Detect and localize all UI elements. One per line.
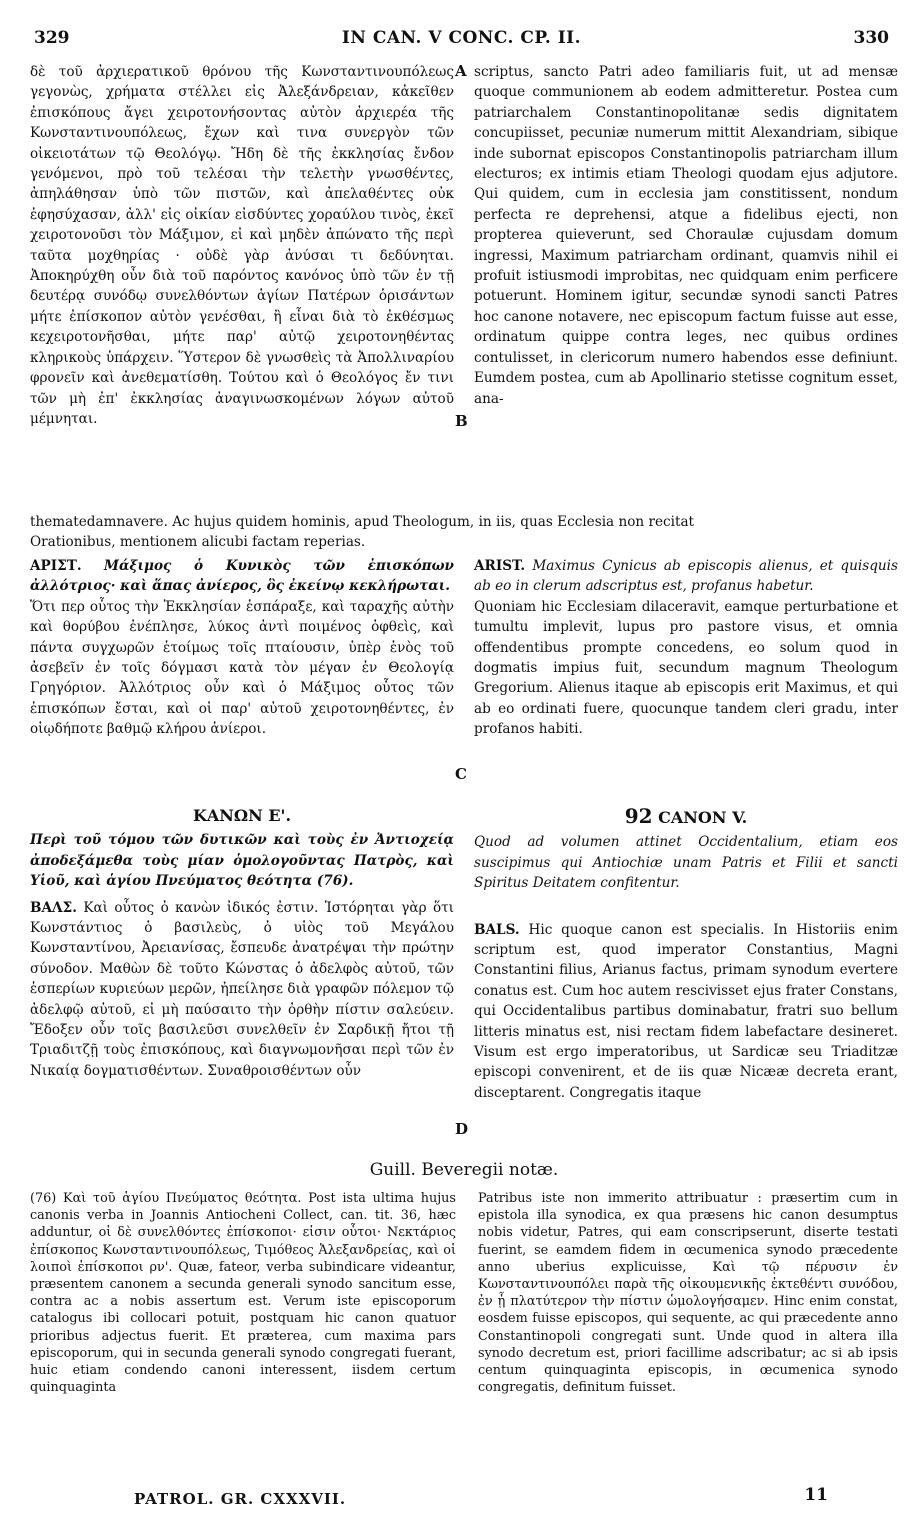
footer-signature: 11 bbox=[804, 1485, 828, 1505]
latin-canon-section bbox=[474, 800, 898, 1103]
greek-arist-label: ΑΡΙΣΤ. bbox=[30, 558, 82, 574]
latin-canon-title-line bbox=[474, 806, 898, 828]
latin-canon-heading: Quod ad volumen attinet Occidentalium, etiam eos suscipimus qui Antiochiæ unam Patris et Filii et sancti Spiritus Deitatem confitentur. bbox=[474, 834, 898, 892]
latin-arist-section bbox=[474, 556, 898, 740]
latin-bals-body: Hic quoque canon est specialis. In Historiis enim scriptum est, quod imperator Constantius, Magni Constantini filius, Arianus factus, primam synodum evertere conatus est. Cum hoc autem rescivisset ejus frater Constans, qui Occidentalibus partibus dominabatur, fratri suo bellum litteris minatus est, nisi rectam fidem labefactare desineret. Visum est ergo imperatoribus, ut Sardicæ seu Triaditzæ episcopi convenirent, et de iis quæ Nicææ decreta erant, disceptarent. Congregatis itaque bbox=[474, 921, 898, 1101]
full-width-text bbox=[30, 512, 898, 553]
margin-mark-c: C bbox=[455, 765, 467, 783]
latin-bals-label: BALS. bbox=[474, 921, 520, 938]
greek-canon-title: ΚΑΝΩΝ Ε'. bbox=[192, 806, 292, 825]
greek-bals-label: ΒΑΛΣ. bbox=[30, 899, 77, 916]
notes-title: Guill. Beveregii notæ. bbox=[369, 1160, 559, 1180]
greek-bals-body: Καὶ οὗτος ὁ κανὼν ἰδικός ἐστιν. Ἱστόρηται γὰρ ὅτι Κωνστάντιος ὁ βασιλεὺς, ὁ υἱὸς τοῦ Μεγάλου Κωνσταντίνου, Ἀρειανίσας, ἔσπευδε ἀνατρέψαι τὴν πρώτην σύνοδον. Μαθὼν δὲ τοῦτο Κώνστας ὁ ἀδελφὸς αὐτοῦ, τῶν ἑσπερίων κυριεύων μερῶν, ἠπείλησε διὰ γραφῶν πόλεμον τῷ ἀδελφῷ αὐτοῦ, εἰ μὴ παύσαιτο τὴν ὀρθὴν πίστιν σαλεύειν. Ἔδοξεν οὖν τοῖς βασιλεῦσι συνελθεῖν ἐν Σαρδικῇ ἤτοι τῇ Τριαδιτζῇ τοὺς ἐπισκόπους, καὶ διαγνωμονῆσαι περὶ τῶν ἐν Νικαίᾳ δογματισθέντων. Συναθροισθέντων οὖν bbox=[30, 899, 455, 1079]
margin-mark-d: D bbox=[455, 1120, 469, 1138]
full-width-line-1: thematedamnavere. Ac hujus quidem hominis, apud Theologum, in iis, quas Ecclesia non recitat bbox=[30, 514, 695, 530]
running-header bbox=[34, 28, 889, 50]
right-page-number: 330 bbox=[853, 28, 889, 48]
latin-paragraph-top: scriptus, sancto Patri adeo familiaris fuit, ut ad mensæ quoque communionem ab eodem admitteretur. Postea cum patriarchalem Constantinopolitanæ sedis dignitatem concupiisset, pecuniæ numerum mittit Alexandriam, sibique inde subornat episcopos Constantinopolis patriarcham illum electuros; ex intimis etiam Theologi quodam ejus adjutore. Qui quidem, cum in ecclesia jam constitissent, nondum perfecta re deprehensi, atque a fidelibus ejecti, non propterea quieverunt, sed Choraulæ cujusdam domum ingressi, Maximum patriarcham ordinant, quamvis nihil ei profuit istiusmodi improbitas, nec quidquam enim perficere potuerunt. Hominem igitur, secundæ synodi sancti Patres hoc canone notavere, nec episcopum factum fuisse aut esse, ordinatum quippe contra leges, nec quibus ordines contulisset, in clericorum numero habendos esse definiunt. Eumdem postea, cum ab Apollinario stetisse cognitum esset, ana- bbox=[474, 64, 898, 407]
margin-mark-a: A bbox=[455, 62, 467, 80]
note-right-column: Patribus iste non immerito attribuatur : præsertim cum in epistola illa synodica, ex qua præsens hic canon desumptus nobis videtur, Patres, qui eam conscripserunt, diserte testati fuerint, se eamdem fidem in œcumenica synodo præcedente anno uberius explicuisse, Καὶ τῷ πέρυσιν ἐν Κωνσταντινουπόλει παρὰ τῆς οἰκουμενικῆς ἐκτεθέντι συνόδου, ἐν ᾗ πλατύτερον τὴν πίστιν ὡμολογήσαμεν. Hinc enim constat, eosdem fuisse episcopos, qui sequente, ac qui præcedente anno Constantinopoli congregati sunt. Unde quod in altera illa synodo decretum est, priori facillime adscribatur; ac si ab ipsis centum quinquaginta episcopis, in œcumenica synodo congregatis, definitum fuisset. bbox=[478, 1191, 898, 1396]
greek-arist-body: Ὅτι περ οὗτος τὴν Ἐκκλησίαν ἐσπάραξε, καὶ ταραχῆς αὐτὴν καὶ θορύβου ἐνέπλησε, λύκος ἀντὶ ποιμένος ὀφθεὶς, καὶ πάντα συγχωρῶν ἑτοίμως τοῖς πταίουσιν, ὑπὲρ ἑνὸς τοῦ ἀσεβεῖν ἐν τοῖς δόγμασι κατὰ τὸν μέγαν ἐν Θεολογίᾳ Γρηγόριον. Ἀλλότριος οὖν καὶ ὁ Μάξιμος οὗτος τῶν ἐπισκόπων ἔσται, καὶ οἱ παρ' αὐτοῦ χειροτονηθέντες, ἐν οἱῳδήποτε βαθμῷ κλήρου ἀνίεροι. bbox=[30, 598, 454, 738]
greek-arist-heading: Μάξιμος ὁ Κυνικὸς τῶν ἐπισκόπων ἀλλότριος· καὶ ἅπας ἀνίερος, ὃς ἐκείνῳ κεκλήρωται. bbox=[30, 558, 454, 595]
latin-arist-label: ARIST. bbox=[474, 558, 526, 574]
latin-canon-number: 92 bbox=[624, 804, 653, 828]
greek-canon-heading: Περὶ τοῦ τόμου τῶν δυτικῶν καὶ τοὺς ἐν Ἀντιοχείᾳ ἀποδεξάμεθα τοὺς μίαν ὁμολογοῦντας Πατρὸς, καὶ Υἱοῦ, καὶ ἁγίου Πνεύματος θεότητα (76). bbox=[30, 832, 454, 890]
full-width-line-2: Orationibus, mentionem alicubi factam reperias. bbox=[30, 534, 366, 551]
left-page-number: 329 bbox=[34, 28, 70, 48]
latin-arist-body: Quoniam hic Ecclesiam dilaceravit, eamque perturbatione et tumultu implevit, lupus pro pastore visus, et omnia offendentibus prompte concedens, eo solum quod in dogmatis impius fuit, secundum magnum Theologum Gregorium. Alienus itaque ab episcopis erit Maximus, et qui ab eo ordinati fuere, quocunque tandem cleri gradu, inter profanos habiti. bbox=[474, 598, 898, 738]
running-title: IN CAN. V CONC. CP. II. bbox=[341, 28, 582, 48]
footer-patrol: PATROL. GR. CXXXVII. bbox=[134, 1490, 347, 1508]
latin-canon-title: CANON V. bbox=[658, 808, 748, 827]
latin-arist-heading: Maximus Cynicus ab episcopis alienus, et quisquis ab eo in clerum adscriptus est, profanus habetur. bbox=[474, 558, 898, 595]
greek-arist-section bbox=[30, 556, 454, 740]
latin-column-top bbox=[474, 62, 898, 409]
greek-canon-section bbox=[30, 800, 454, 1081]
greek-paragraph-top: δὲ τοῦ ἀρχιερατικοῦ θρόνου τῆς Κωνσταντινουπόλεως γεγονὼς, χρήματα στέλλει εἰς Ἀλεξάνδρειαν, κἀκεῖθεν ἐπισκόπους ἄγει χειροτονήσοντας αὐτὸν ἀρχιερέα τῆς Κωνσταντινουπόλεως, ἔχων καὶ τινα συνεργὸν τῶν οἰκειοτάτων τῷ Θεολόγῳ. Ἤδη δὲ τῆς ἐκκλησίας ἔνδον γενόμενοι, πρὸ τοῦ τελέσαι τὴν τελετὴν γνωσθέντες, ἀπηλάθησαν ὑπὸ τῶν πιστῶν, καὶ ἀπελαθέντες οὐκ ἐφησύχασαν, ἀλλ' εἰς οἰκίαν εἰσδύντες χοραύλου τινὸς, ἐκεῖ χειροτονοῦσι τὸν Μάξιμον, εἰ καὶ μηδὲν ἀπώνατο τῆς περὶ ταῦτα μοχθηρίας · οὐδὲ γὰρ ἀνύσαι τι δεδύνηται. Ἀποκηρύχθη οὖν διὰ τοῦ παρόντος κανόνος ὑπὸ τῶν ἐν τῇ δευτέρᾳ συνόδῳ συνελθόντων ἁγίων Πατέρων ὁρισάντων μήτε ἐπίσκοπον αὐτὸν γενέσθαι, ἢ εἶναι διὰ τὸ ἐκθέσμως κεχειροτονῆσθαι, μήτε παρ' αὐτῷ χειροτονηθέντας κληρικοὺς ὑπάρχειν. Ὕστερον δὲ γνωσθεὶς τὰ Ἀπολλιναρίου φρονεῖν καὶ ἀνεθεματίσθη. Τούτου καὶ ὁ Θεολόγος ἔν τινι τῶν μὴ ἐπ' ἐκκλησίας ἀναγινωσκομένων λόγων αὐτοῦ μέμνηται. bbox=[30, 64, 454, 427]
margin-mark-b: B bbox=[455, 412, 468, 430]
greek-column-top bbox=[30, 62, 454, 429]
note-left-column: (76) Καὶ τοῦ ἁγίου Πνεύματος θεότητα. Post ista ultima hujus canonis verba in Joannis Antiocheni Collect, can. tit. 36, hæc adduntur, οἱ δὲ συνελθόντες ἐπίσκοποι· εἰσιν οὗτοι· Νεκτάριος ἐπίσκοπος Κωνσταντινουπόλεως, Τιμόθεος Ἀλεξανδρείας, καὶ οἱ λοιποὶ ἐπίσκοποι ρν'. Quæ, fateor, verba subindicare videantur, præsentem canonem a secunda generali synodo sancitum esse, contra ac a nobis assertum est. Verum iste episcoporum catalogus ibi collocari potuit, postquam hic canon quatuor prioribus adjectus fuerit. Et præterea, cum maxima pars episcoporum, qui in secunda generali synodo congregati fuerant, huic etiam condendo canoni interessent, iisdem certum quinquaginta bbox=[30, 1191, 456, 1396]
